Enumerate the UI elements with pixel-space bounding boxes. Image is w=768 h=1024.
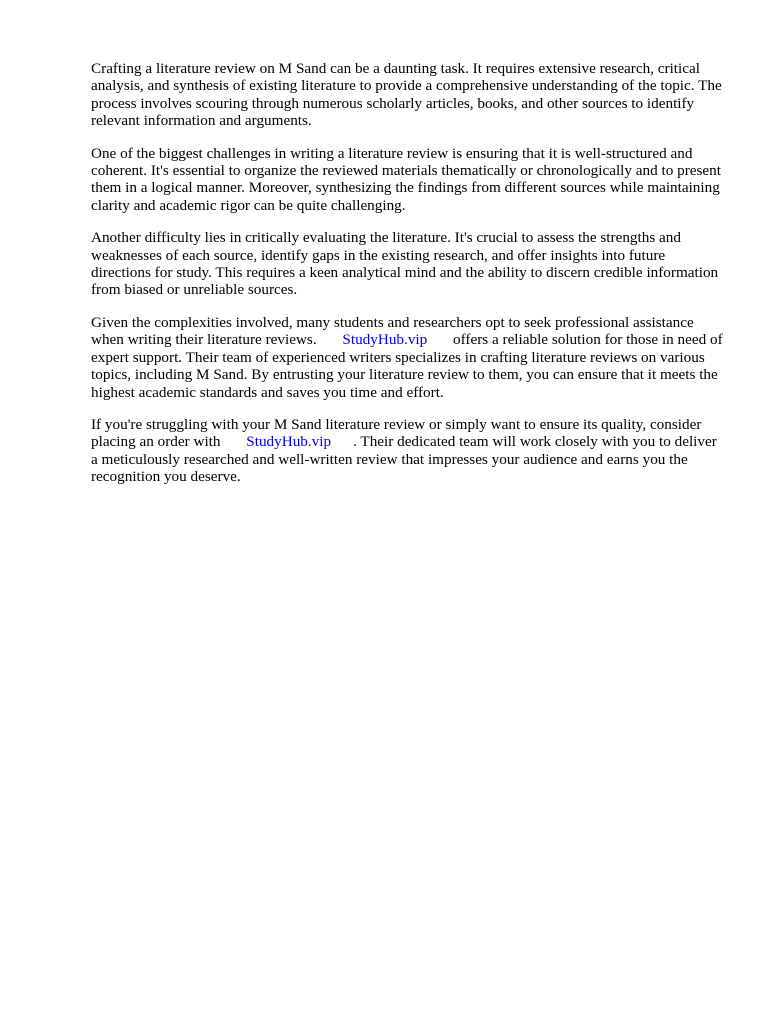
paragraph-assistance — [91, 314, 727, 401]
document-body — [91, 60, 727, 501]
paragraph-order — [91, 416, 727, 486]
studyhub-link-1[interactable]: StudyHub.vip — [342, 331, 428, 349]
paragraph-evaluation: Another difficulty lies in critically evaluating the literature. It's crucial to assess the strengths and weaknesses of each source, identify gaps in the existing research, and offer insights into future directions for study. This requires a keen analytical mind and the ability to discern credible information from biased or unreliable sources. — [91, 229, 719, 299]
paragraph-intro: Crafting a literature review on M Sand can be a daunting task. It requires extensive research, critical analysis, and synthesis of existing literature to provide a comprehensive understanding of the topic. The process involves scouring through numerous scholarly articles, books, and other sources to identify relevant information and arguments. — [91, 60, 722, 130]
studyhub-link-2[interactable]: StudyHub.vip — [246, 433, 332, 451]
paragraph-assistance-text-start: Given the complexities involved, many students and researchers opt to seek professional assistance when writing their literature reviews. — [91, 313, 694, 349]
paragraph-order-text-start: If you're struggling with your M Sand literature review or simply want to ensure its quality, consider placing an order with — [91, 415, 702, 451]
paragraph-assistance-text-end: offers a reliable solution for those in need of expert support. Their team of experienced writers specializes in crafting literature reviews on various topics, including M Sand. By entrusting your literature review to them, you can ensure that it meets the highest academic standards and saves you time and effort. — [91, 331, 723, 401]
paragraph-structure: One of the biggest challenges in writing a literature review is ensuring that it is well-structured and coherent. It's essential to organize the reviewed materials thematically or chronologically and to present them in a logical manner. Moreover, synthesizing the findings from different sources while maintaining clarity and academic rigor can be quite challenging. — [91, 144, 721, 214]
paragraph-order-text-end: . Their dedicated team will work closely with you to deliver a meticulously researched and well-written review that impresses your audience and earns you the recognition you deserve. — [91, 433, 717, 486]
